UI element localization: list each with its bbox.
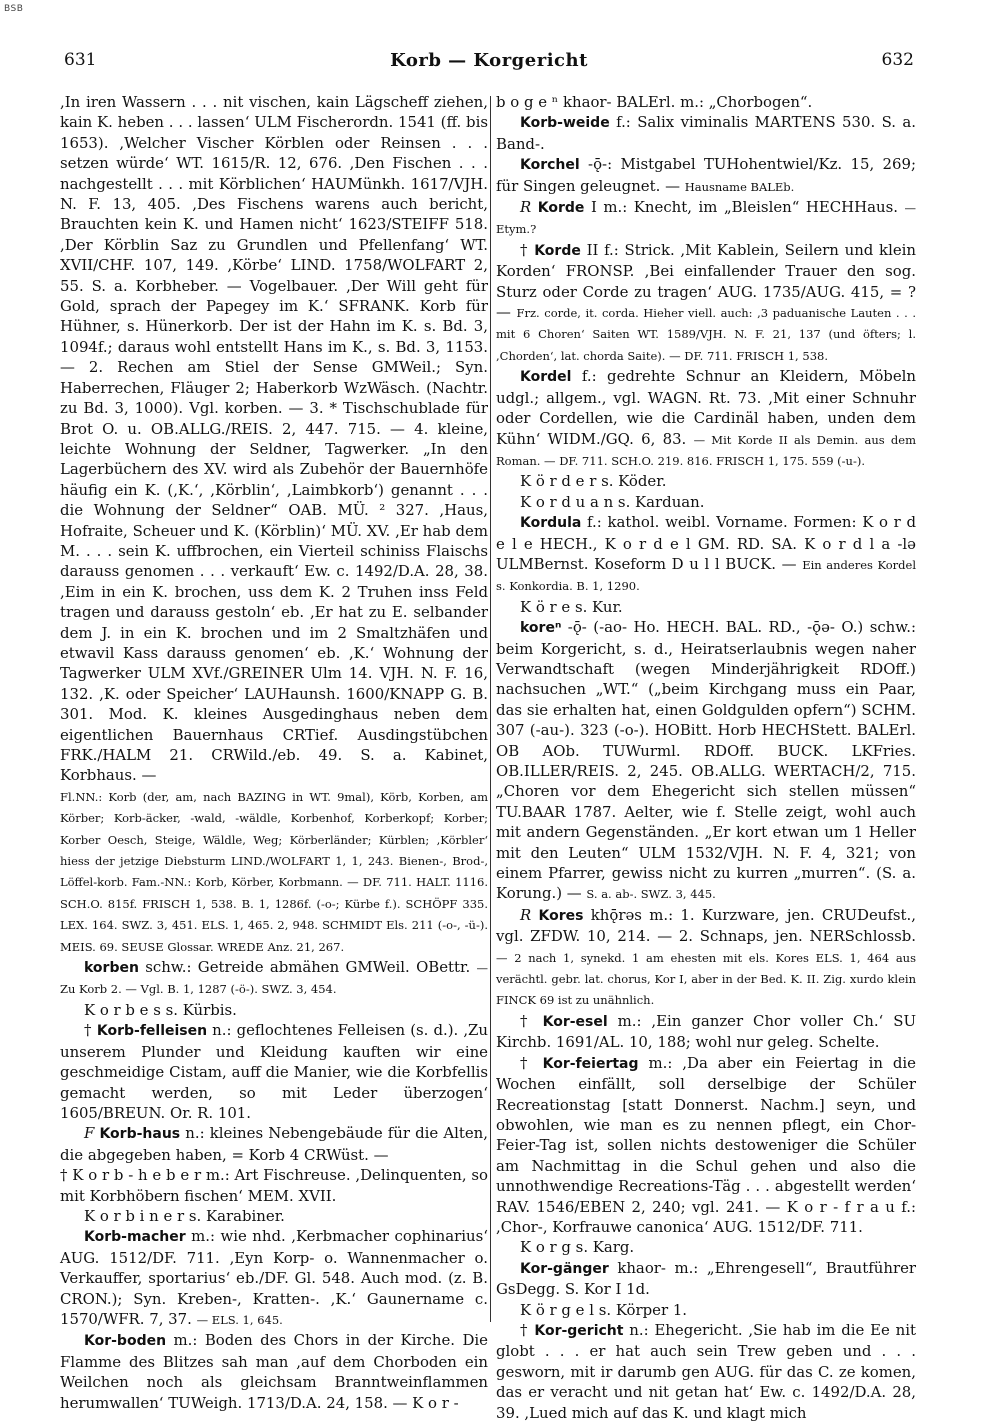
page-number-left: 631 <box>64 50 97 70</box>
right-column <box>496 92 916 1423</box>
headword: Kores <box>538 907 584 924</box>
headword: Kordel <box>520 369 572 386</box>
headword: Kordula <box>520 515 582 532</box>
entry-text: f.: Salix viminalis MARTENS 530. S. a. Band-. <box>496 113 916 153</box>
entry-kordel <box>496 366 916 471</box>
region-mark: F <box>84 1124 100 1143</box>
entry-text: f.: kathol. weibl. Vorname. Formen: K o r d e l e HECH., K o r d e l GM. RD. SA. K o r d l a -lə ULMBernst. Koseform D u l l BUCK. — <box>496 513 916 573</box>
headword: Kor-gericht <box>534 1322 624 1339</box>
entry-korb-references: Fl.NN.: Korb (der, am, nach BAZING in WT. 9mal), Körb, Korben, am Körber; Korb-äcker, -wald, -wäldle, Korbenhof, Korberkopf; Korber; Korber Oesch, Steige, Wäldle, Weg; Körberländer; Kürblen; ,Körbler‘ hiess der jetzige Diebsturm LIND./WOLFART 1, 1, 243. Bienen-, Brod-, Löffel-korb. Fam.-NN.: Korb, Körber, Korbmann. — DF. 711. HALT. 1116. SCH.O. 815f. FRISCH 1, 538. B. 1, 1286f. (-o-; Kürbe f.). SCHÖPF 335. LEX. 164. SWZ. 3, 451. ELS. 1, 465. 2, 948. SCHMIDT Els. 211 (-o-, -ü-). MEIS. 69. SEUSE Glossar. WREDE Anz. 21, 267. <box>60 789 488 954</box>
headword: Kor-esel <box>542 1013 608 1030</box>
obsolete-mark: † <box>520 1011 543 1030</box>
entry-references: — 2 nach 1, synekd. 1 am ehesten mit els. Kores ELS. 1, 464 aus verächtl. gebr. lat. chorus, Kor I, aber in der Bed. K. II. Zig. xurdo klein FINCK 69 ist zu unähnlich. <box>496 950 916 1008</box>
entry-text: II f.: Strick. ,Mit Kablein, Seilern und klein Korden‘ FRONSP. ,Bei einfallender Trauer den sog. Sturz oder Corde zu tragen‘ AUG. 1735/AUG. 415, = ? — <box>496 240 916 322</box>
headword: korben <box>84 960 139 977</box>
entry-kor-feiertag <box>496 1053 916 1238</box>
page-header <box>64 50 914 74</box>
entry-korde-1 <box>496 197 916 240</box>
region-mark: R <box>520 198 538 217</box>
headword: Kor-boden <box>84 1333 167 1350</box>
entry-kores <box>496 905 916 1011</box>
entry-references: Hausname BALEb. <box>684 179 795 194</box>
entry-text: n.: kleines Nebengebäude für die Alten, die abgegeben haben, = Korb 4 CRWüst. — <box>60 1124 488 1164</box>
headword: Korb-weide <box>520 115 610 132</box>
entry-kore: K ö r e s. Kur. <box>520 597 623 616</box>
headword: koreⁿ <box>520 620 562 637</box>
entry-korb-felleisen <box>60 1020 488 1123</box>
entry-references: — ELS. 1, 645. <box>196 1312 283 1327</box>
headword: Korb-felleisen <box>96 1023 208 1040</box>
entry-korb-flnn <box>60 786 488 957</box>
entry-text: m.: Boden des Chors in der Kirche. Die Flamme des Blitzes sah man ,auf dem Chorboden ein Weilchen noch als gleichsam Branntweinflammen herumwallen‘ TUWeigh. 1713/D.A. 24, 158. — K o r - <box>60 1331 488 1412</box>
region-mark: R <box>520 905 539 924</box>
entry-text: -ǭ- (-ao- Ho. HECH. BAL. RD., -ǭə- O.) schw.: beim Korgericht, s. d., Heiratserlaubnis wegen naher Verwandtschaft (wegen Minderjährigkeit RDOff.) nachsuchen „WT.“ („beim Kirchgang muss ein Paar, das sie erhalten hat, einen Goldgulden opfern“) SCHM. 307 (-au-). 323 (-o-). HOBitt. Horb HECHStett. BALErl. OB AOb. TUWurml. RDOff. BUCK. LKFries. OB.ILLER/REIS. 2, 245. OB.ALLG. WERTACH/2, 715. „Choren vor dem Ehegericht sich stellen müssen“ TU.BAAR 1787. Aelter, wie f. Stelle zeigt, wohl auch mit andern Gegenständen. „Er kort etwan um 1 Heller mit den Leuten“ ULM 1532/VJH. N. F. 4, 321; von einem Pfarrer, gewiss nicht zu kurren „murren“. (S. a. Korung.) — <box>496 618 916 903</box>
obsolete-mark: † <box>520 1320 535 1339</box>
headword: Korde <box>537 200 585 217</box>
entry-text: m.: ,Ein ganzer Chor voller Ch.‘ SU Kirchb. 1691/AL. 10, 188; wohl nur geleg. Schelte. <box>496 1011 916 1052</box>
entry-korder: K ö r d e r s. Köder. <box>520 472 667 491</box>
obsolete-mark: † <box>84 1021 97 1040</box>
entry-korduan: K o r d u a n s. Karduan. <box>520 492 705 511</box>
entry-korb-macher <box>60 1226 488 1330</box>
entry-text: -ǭ-: Mistgabel TUHohentwiel/Kz. 15, 269; für Singen geleugnet. — <box>496 155 916 195</box>
headword: Kor-gänger <box>520 1260 609 1277</box>
entry-text: khǭrəs m.: 1. Kurzware, jen. CRUDeufst., vgl. ZFDW. 10, 214. — 2. Schnaps, jen. NERSchlossb. <box>496 905 916 946</box>
entry-references: — Etym.? <box>496 201 917 237</box>
headword: Korb-haus <box>99 1126 181 1143</box>
entry-references: — Zu Korb 2. — Vgl. B. 1, 1287 (-ö-). SWZ. 3, 454. <box>60 961 488 997</box>
entry-korgel: K ö r g e l s. Körper 1. <box>520 1300 688 1319</box>
entry-kor-gericht <box>496 1320 916 1423</box>
entry-text: n.: geflochtenes Felleisen (s. d.). ,Zu unserem Plunder und Kleidung kauften wir eine geschmeidige Cistam, auff die Manier, wie die Korbfellis gemacht werden, so mit Leder überzogen‘ 1605/BREUN. Or. R. 101. <box>60 1021 488 1122</box>
left-column <box>60 92 488 1413</box>
entry-text: f.: gedrehte Schnur an Kleidern, Möbeln udgl.; allgem., vgl. WAGN. Rt. 73. ,Mit einer Schnuhr oder Cordellen, wie die Cardinäl haben, unden dem Kühn‘ WIDM./GQ. 6, 83. <box>496 367 916 448</box>
headword: Korde <box>534 242 581 259</box>
entry-text: m.: ,Da aber ein Feiertag in die Wochen einfällt, soll derselbige der Schüler Recreationstag [statt Donnerst. Nachm.] seyn, und obwohlen, wie man es zu nennen pflegt, ein Chor-Feier-Tag ist, sollen nichts destoweniger die Schüler am Nachmittag in die Schul gehen und also die unnothwendige Recreations-Täg . . . abgestellt werden‘ RAV. 1546/EBEN 2, 240; vgl. 241. — K o r - f r a u f.: ,Chor-, Korfrauwe canonica‘ AUG. 1512/DF. 711. <box>496 1053 916 1236</box>
entry-korb-haus <box>60 1123 488 1165</box>
entry-references: Ein anderes Kordel s. Konkordia. B. 1, 1290. <box>496 557 917 594</box>
entry-korbes: K o r b e s s. Kürbis. <box>84 1000 237 1019</box>
column-divider <box>490 96 491 1322</box>
page-number-right: 632 <box>881 50 914 70</box>
entry-references: Frz. corde, it. corda. Hieher viell. auch: ,3 paduanische Lauten . . . mit 6 Choren‘ Saiten WT. 1589/VJH. N. F. 21, 137 (und öfters; l. ,Chorden‘, lat. chorda Saite). — DF. 711. FRISCH 1, 538. <box>496 306 916 363</box>
entry-korg: K o r g s. Karg. <box>520 1238 635 1257</box>
entry-korde-2 <box>496 240 916 366</box>
entry-text: m.: wie nhd. ,Kerbmacher cophinarius‘ AUG. 1512/DF. 711. ,Eyn Korp- o. Wannenmacher o. Verkauffer, sportarius‘ eb./DF. Gl. 548. Auch mod. (z. B. CRON.); Syn. Kreben-, Kratten-. ,K.‘ Gaunername c. 1570/WFR. 7, 37. <box>60 1227 488 1328</box>
entry-text: I m.: Knecht, im „Bleislen“ HECHHaus. <box>584 198 898 217</box>
entry-kor-esel <box>496 1011 916 1053</box>
entry-kor-bogen-continued: b o g e ⁿ khaor- BALErl. m.: „Chorbogen“. <box>496 93 813 111</box>
obsolete-mark: † <box>520 1053 543 1072</box>
entry-kordula <box>496 512 916 597</box>
entry-korben <box>60 957 488 1000</box>
headword: Korchel <box>520 157 580 174</box>
obsolete-mark: † <box>520 240 535 259</box>
entry-korchel <box>496 154 916 197</box>
entry-references: — Mit Korde II als Demin. aus dem Roman. — DF. 711. SCH.O. 219. 816. FRISCH 1, 175. 559 (-u-). <box>496 432 916 468</box>
running-title: Korb — Korgericht <box>390 50 588 71</box>
entry-koren <box>496 617 916 905</box>
entry-text: schw.: Getreide abmähen GMWeil. OBettr. <box>138 958 471 977</box>
entry-text: khaor- m.: „Ehrengesell“, Brautführer GsDegg. S. Kor I 1d. <box>496 1258 916 1299</box>
entry-kor-ganger <box>496 1258 916 1300</box>
entry-kor-boden <box>60 1330 488 1413</box>
headword: Kor-feiertag <box>542 1055 639 1072</box>
entry-text: n.: Ehegericht. ,Sie hab im die Ee nit globt . . . er hat auch sein Trew geben und . . . gesworn, mit ir darumb gen AUG. für das C. ze komen, das er veracht und nit getan hat‘ Ew. c. 1492/D.A. 28, 39. ,Lued mich auf das K. und klagt mich <box>496 1320 916 1422</box>
entry-korb-weide <box>496 112 916 154</box>
entry-references: S. a. ab-. SWZ. 3, 445. <box>586 887 716 902</box>
entry-korb-heber: † K o r b - h e b e r m.: Art Fischreuse. ,Delinquenten, so mit Korbhöbern fischen‘ MEM. XVII. <box>60 1166 488 1205</box>
entry-korbiner: K o r b i n e r s. Karabiner. <box>84 1206 285 1225</box>
library-stamp: BSB <box>4 4 24 14</box>
entry-korb-continued: ,In iren Wassern . . . nit vischen, kain Lägscheff ziehen, kain K. heben . . . lassen‘ ULM Fischerordn. 1541 (ff. bis 1653). ,Welcher Vischer Körblen oder Reinsen . . . setzen würde‘ WT. 1615/R. 12, 676. ,Den Fischen . . . nachgestellt . . . mit Körblichen‘ HAUMünkh. 1617/VJH. N. F. 13, 405. ,Des Fischens warens auch bericht, Brauchten kein K. und Hamen nicht‘ 1623/STEIFF 518. ,Der Körblin Saz zu Grundlen und Pfellenfang‘ WT. XVII/CHF. 107, 149. ,Körbe‘ LIND. 1758/WOLFART 2, 55. S. a. Korbheber. — Vogelbauer. ,Der Will geht für Gold, sprach der Papegey im K.‘ SFRANK. Korb für Hühner, s. Hünerkorb. Der ist der Hahn im K. s. Bd. 3, 1094f.; daraus wohl entstellt Hans im K., s. Bd. 3, 1153. — 2. Rechen am Stiel der Sense GMWeil.; Syn. Haberrechen, Fläuger 2; Haberkorb WzWäsch. (Nachtr. zu Bd. 3, 1000). Vgl. korben. — 3. * Tischschublade für Brot O. u. OB.ALLG./REIS. 2, 447. 715. — 4. kleine, leichte Wohnung der Seldner, Tagwerker. „In den Lagerbüchern des XV. wird als Zubehör der Bauernhöfe häufig ein K. (,K.‘, ,Körblin‘, ,Laimbkorb‘) genannt . . . die Wohnung der Seldner“ OAB. MÜ. ² 327. ,Haus, Hofraite, Scheuer und K. (Körblin)‘ MÜ. XV. ,Er hab dem M. . . . sein K. uffbrochen, ein Vierteil schiniss Flaischs darauss genomen . . . verkauft‘ Ew. c. 1492/D.A. 28, 38. ,Eim in ein K. brochen, uss dem K. 2 Truhen inss Feld tragen und darauss gestoln‘ eb. ,Er hat zu E. selbander dem J. in ein K. brochen und im 2 Smaltzhäfen und etwavil Kass darauss genomen‘ eb. ,K.‘ Wohnung der Tagwerker ULM XVf./GREINER Ulm 14. VJH. N. F. 16, 132. ,K. oder Speicher‘ LAUHaunsh. 1600/KNAPP G. B. 301. Mod. K. kleines Ausgedinghaus neben dem eigentlichen Bauernhaus CRTief. Ausdingstübchen FRK./HALM 21. CRWild./eb. 49. S. a. Kabinet, Korbhaus. — <box>60 93 488 785</box>
headword: Korb-macher <box>84 1229 186 1246</box>
